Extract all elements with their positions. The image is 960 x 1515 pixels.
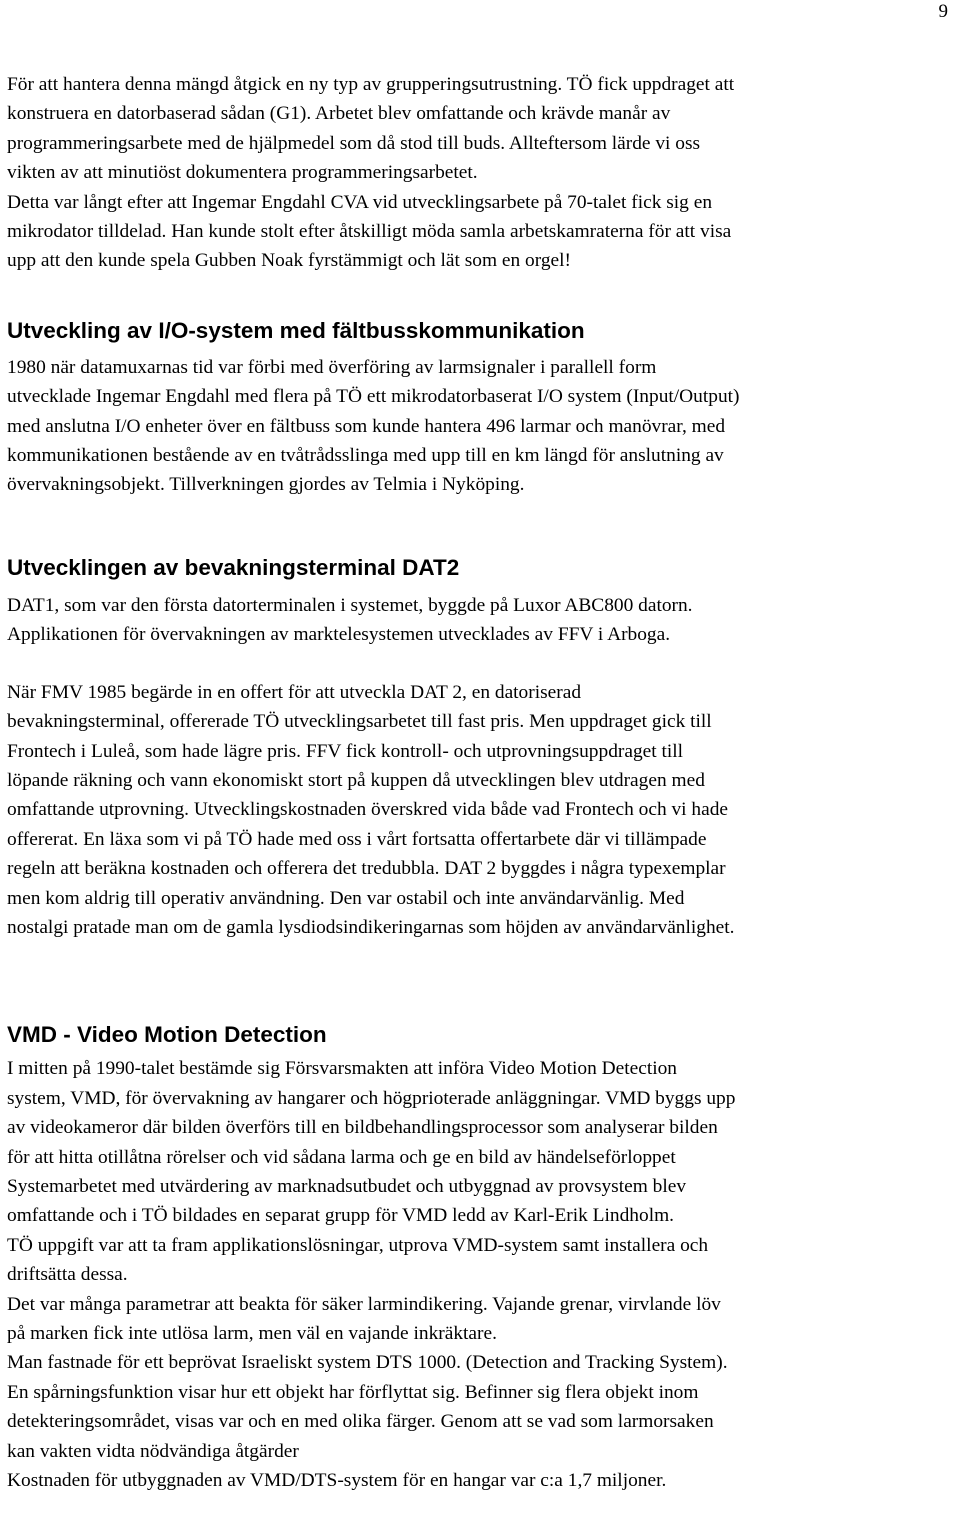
io-system-paragraph [7,353,957,500]
dat1-paragraph [7,591,957,650]
text-line: omfattande utprovning. Utvecklingskostnaden överskred vida både vad Frontech och vi hade [7,799,729,821]
document-body [7,70,957,1495]
text-line: av videokameror där bilden överförs till en bildbehandlingsprocessor som analyserar bilden [7,1117,718,1139]
section-heading-dat2: Utvecklingen av bevakningsterminal DAT2 [7,554,460,580]
text-line: programmeringsarbete med de hjälpmedel som då stod till buds. Allteftersom lärde vi oss [7,132,701,154]
text-line: med anslutna I/O enheter över en fältbuss som kunde hantera 496 larmar och manövrar, med [7,415,726,437]
text-line: regeln att beräkna kostnaden och offerera det tredubbla. DAT 2 byggdes i några typexemplar [7,858,726,880]
text-line: utvecklade Ingemar Engdahl med flera på TÖ ett mikrodatorbaserat I/O system (Input/Output) [7,386,740,408]
text-line: konstruera en datorbaserad sådan (G1). Arbetet blev omfattande och krävde manår av [7,103,671,125]
text-line: på marken fick inte utlösa larm, men väl en vajande inkräktare. [7,1323,497,1344]
text-line: Frontech i Luleå, som hade lägre pris. FFV fick kontroll- och utprovningsuppdraget till [7,740,684,762]
text-line: system, VMD, för övervakning av hangarer och högprioterade anläggningar. VMD byggs upp [7,1087,736,1109]
text-line: Kostnaden för utbyggnaden av VMD/DTS-system för en hangar var c:a 1,7 miljoner. [7,1470,667,1492]
text-line: Det var många parametrar att beakta för säker larmindikering. Vajande grenar, virvlande löv [7,1293,721,1315]
vmd-paragraph [7,1054,957,1495]
text-line: TÖ uppgift var att ta fram applikationslösningar, utprova VMD-system samt installera och [7,1234,709,1256]
page-number: 9 [938,1,948,22]
text-line: detekteringsområdet, visas var och en med olika färger. Genom att se vad som larmorsaken [7,1411,714,1433]
section-heading-vmd: VMD - Video Motion Detection [7,1022,327,1048]
text-line: Man fastnade för ett beprövat Israeliskt system DTS 1000. (Detection and Tracking System). [7,1352,728,1374]
text-line: mikrodator tilldelad. Han kunde stolt efter åtskilligt möda samla arbetskamraterna för att visa [7,221,732,243]
text-line: 1980 när datamuxarnas tid var förbi med överföring av larmsignaler i parallell form [7,356,657,378]
text-line: upp att den kunde spela Gubben Noak fyrstämmigt och lät som en orgel! [7,250,571,272]
text-line: driftsätta dessa. [7,1264,128,1286]
dat2-paragraph [7,678,957,943]
text-line: nostalgi pratade man om de gamla lysdiodsindikeringarnas som höjden av användarvänlighet. [7,916,735,938]
text-line: men kom aldrig till operativ användning. Den var ostabil och inte användarvänlig. Med [7,887,685,909]
text-line: Systemarbetet med utvärdering av marknadsutbudet och utbyggnad av provsystem blev [7,1175,687,1197]
text-line: För att hantera denna mängd åtgick en ny typ av grupperingsutrustning. TÖ fick uppdraget att [7,74,735,95]
text-line: vikten av att minutiöst dokumentera programmeringsarbetet. [7,162,478,184]
text-line: I mitten på 1990-talet bestämde sig Försvarsmakten att införa Video Motion Detection [7,1058,677,1080]
text-line: Detta var långt efter att Ingemar Engdahl CVA vid utvecklingsarbete på 70-talet fick sig en [7,191,713,213]
text-line: kommunikationen bestående av en tvåtrådsslinga med upp till en km längd för anslutning av [7,445,724,467]
text-line: Applikationen för övervakningen av marktelesystemen utvecklades av FFV i Arboga. [7,624,671,646]
text-line: omfattande och i TÖ bildades en separat grupp för VMD ledd av Karl-Erik Lindholm. [7,1205,675,1227]
intro-paragraph [7,70,957,276]
text-line: kan vakten vidta nödvändiga åtgärder [7,1440,299,1462]
text-line: När FMV 1985 begärde in en offert för att utveckla DAT 2, en datoriserad [7,681,582,703]
text-line: En spårningsfunktion visar hur ett objekt har förflyttat sig. Befinner sig flera objekt inom [7,1381,699,1403]
text-line: offererat. En läxa som vi på TÖ hade med oss i vårt fortsatta offertarbete där vi tillämpade [7,828,707,850]
text-line: bevakningsterminal, offererade TÖ utvecklingsarbetet till fast pris. Men uppdraget gick till [7,711,712,733]
text-line: DAT1, som var den första datorterminalen i systemet, byggde på Luxor ABC800 datorn. [7,594,693,616]
text-line: löpande räkning och vann ekonomiskt stort på kuppen då utvecklingen blev utdragen med [7,769,705,791]
section-heading-io-system: Utveckling av I/O-system med fältbusskommunikation [7,317,585,343]
text-line: övervakningsobjekt. Tillverkningen gjordes av Telmia i Nyköping. [7,474,525,496]
text-line: för att hitta otillåtna rörelser och vid sådana larma och ge en bild av händelseförloppet [7,1146,676,1168]
